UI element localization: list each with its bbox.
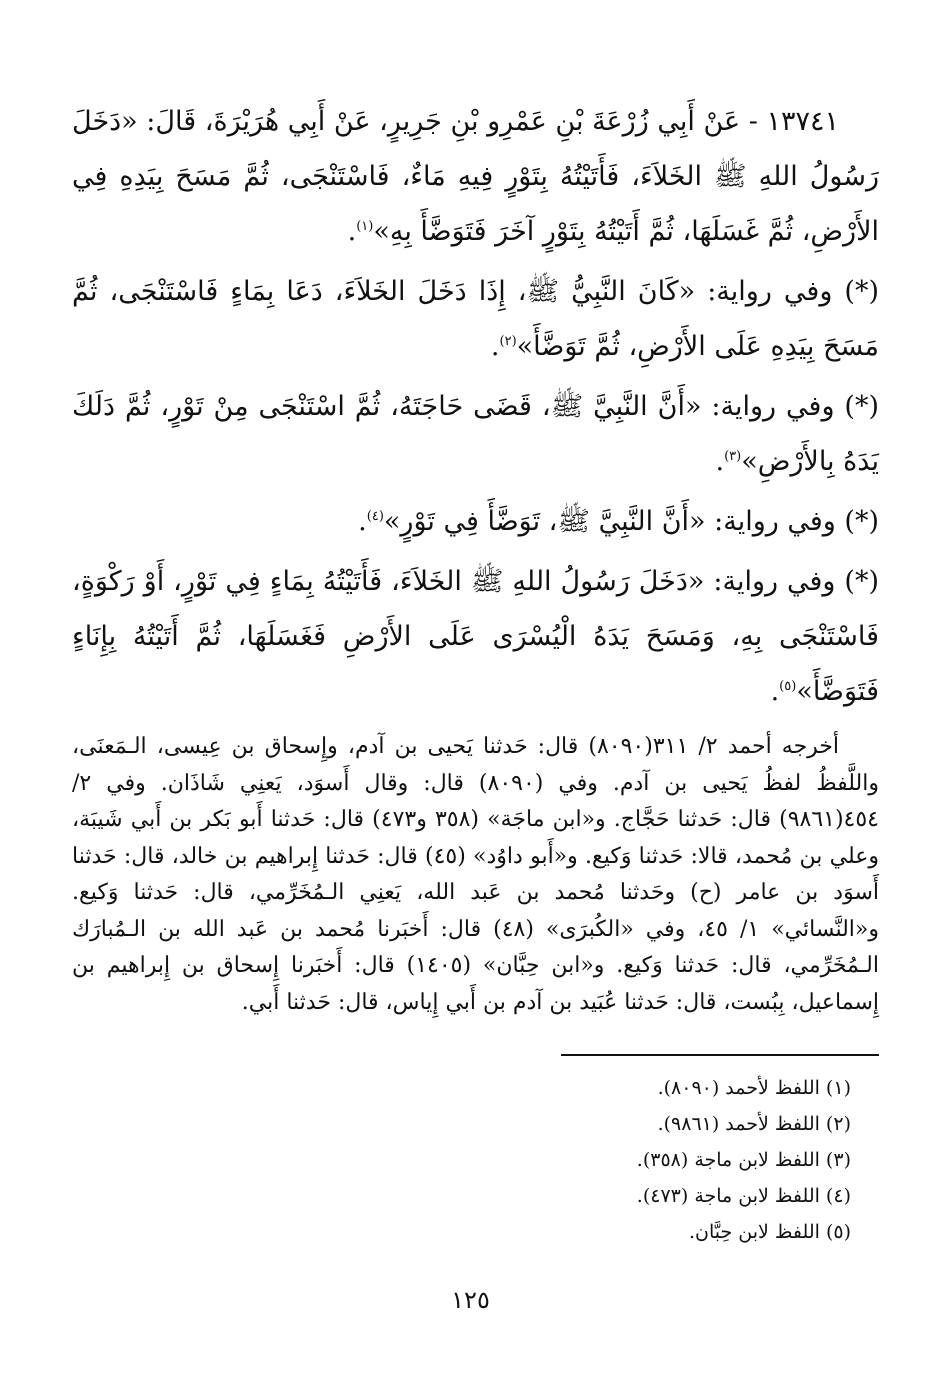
footnotes-list bbox=[637, 1070, 851, 1250]
footnote-item: (٤) اللفظ لابن ماجة (٤٧٣). bbox=[636, 1185, 851, 1207]
riwaya-text: (*) وفي رواية: «كَانَ النَّبِيُّ ﷺ، إِذَا دَخَلَ الخَلاَءَ، دَعَا بِمَاءٍ فَاسْتَنْجَى، ثُمَّ مَسَحَ بِيَدِهِ عَلَى الأَرْضِ، ثُمَّ تَوَضَّأَ» bbox=[72, 276, 879, 362]
riwaya-paragraph bbox=[72, 264, 879, 374]
sentence-end: . bbox=[770, 676, 780, 707]
riwaya-text: (*) وفي رواية: «أَنَّ النَّبِيَّ ﷺ، قَضَى حَاجَتَهُ، ثُمَّ اسْتَنْجَى مِنْ تَوْرٍ، ثُمَّ دَلَكَ يَدَهُ بِالأَرْضِ» bbox=[72, 391, 879, 477]
riwaya-text: (*) وفي رواية: «أَنَّ النَّبِيَّ ﷺ، تَوَضَّأَ فِي تَوْرٍ» bbox=[383, 506, 879, 537]
footnote-item: (١) اللفظ لأحمد (٨٠٩٠). bbox=[657, 1077, 851, 1099]
footnote-item: (٢) اللفظ لأحمد (٩٨٦١). bbox=[657, 1113, 851, 1135]
footnote-ref: (١) bbox=[356, 219, 374, 234]
main-text bbox=[72, 94, 879, 1021]
footnote-item: (٥) اللفظ لابن حِبَّان. bbox=[688, 1221, 851, 1243]
footnote-divider bbox=[561, 1054, 879, 1056]
hadith-paragraph bbox=[72, 94, 879, 259]
footnote-ref: (٢) bbox=[499, 334, 517, 349]
footnote-ref: (٣) bbox=[724, 449, 742, 464]
sentence-end: . bbox=[347, 216, 357, 247]
sentence-end: . bbox=[490, 331, 500, 362]
footnote-item: (٣) اللفظ لابن ماجة (٣٥٨). bbox=[636, 1149, 851, 1171]
footnote-ref: (٥) bbox=[779, 679, 797, 694]
riwaya-paragraph bbox=[72, 554, 879, 719]
hadith-isnad: - عَنْ أَبِي زُرْعَةَ بْنِ عَمْرِو بْنِ جَرِيرٍ، عَنْ أَبِي هُرَيْرَةَ، قَالَ: bbox=[146, 106, 758, 137]
sentence-end: . bbox=[715, 446, 725, 477]
takhrij-paragraph: أخرجه أحمد ٢/ ٣١١(٨٠٩٠) قال: حَدثنا يَحيى بن آدم، وإِسحاق بن عِيسى، الـمَعنَى، واللَّفظُ لفظُ يَحيى بن آدم. وفي (٨٠٩٠) قال: وقال أَسوَد، يَعنِي شَاذَان. وفي ٢/ ٤٥٤(٩٨٦١) قال: حَدثنا حَجَّاج. و«ابن ماجَة» (٣٥٨ و٤٧٣) قال: حَدثنا أَبو بَكر بن أَبي شَيبَة، وعلي بن مُحمد، قالا: حَدثنا وَكيع. و«أَبو داوُد» (٤٥) قال: حَدثنا إِبراهيم بن خالد، قال: حَدثنا أَسوَد بن عامر (ح) وحَدثنا مُحمد بن عَبد الله، يَعنِي الـمُخَرِّمي، قال: حَدثنا وَكيع. و«النَّسائي» ١/ ٤٥، وفي «الكُبرَى» (٤٨) قال: أَخبَرنا مُحمد بن عَبد الله بن الـمُبارَك الـمُخَرِّمي، قال: حَدثنا وَكيع. و«ابن حِبَّان» (١٤٠٥) قال: أَخبَرنا إِسحاق بن إِبراهيم بن إِسماعيل، بِبُست، قال: حَدثنا عُبَيد بن آدم بن أَبي إِياس، قال: حَدثنا أَبي. bbox=[72, 734, 880, 1015]
hadith-matn: «دَخَلَ رَسُولُ اللهِ ﷺ الخَلاَءَ، فَأَتَيْتُهُ بِتَوْرٍ فِيهِ مَاءٌ، فَاسْتَنْجَى، ثُمَّ مَسَحَ بِيَدِهِ فِي الأَرْضِ، ثُمَّ غَسَلَهَا، ثُمَّ أَتَيْتُهُ بِتَوْرٍ آخَرَ فَتَوَضَّأَ بِهِ» bbox=[72, 106, 879, 247]
riwaya-text: (*) وفي رواية: «دَخَلَ رَسُولُ اللهِ ﷺ الخَلاَءَ، فَأَتَيْتُهُ بِمَاءٍ فِي تَوْرٍ، أَوْ رَكْوَةٍ، فَاسْتَنْجَى بِهِ، وَمَسَحَ يَدَهُ الْيُسْرَى عَلَى الأَرْضِ فَغَسَلَهَا، ثُمَّ أَتَيْتُهُ بِإِنَاءٍ فَتَوَضَّأَ» bbox=[72, 566, 879, 707]
page-number: ١٢٥ bbox=[451, 1286, 490, 1314]
sentence-end: . bbox=[358, 506, 367, 537]
riwaya-paragraph bbox=[72, 494, 879, 549]
riwaya-paragraph bbox=[72, 379, 879, 489]
hadith-number: ١٣٧٤١ bbox=[766, 106, 839, 137]
footnote-ref: (٤) bbox=[366, 509, 384, 524]
